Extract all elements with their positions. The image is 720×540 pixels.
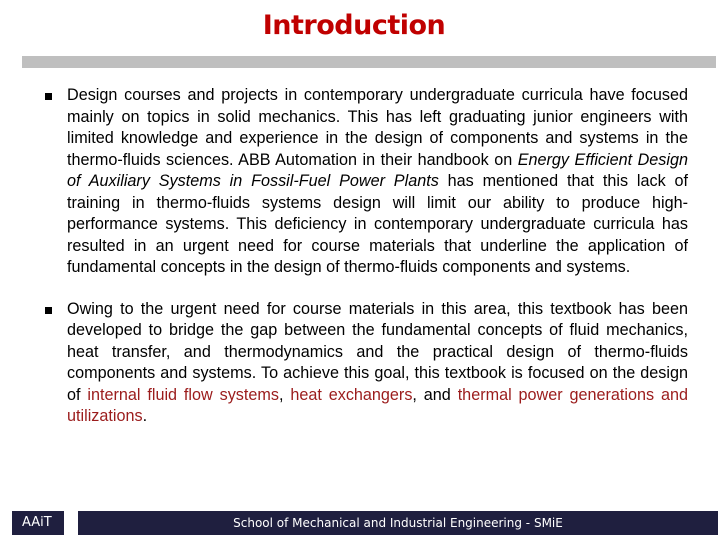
bullet-text: . bbox=[142, 407, 148, 425]
highlight-thermal-power: thermal power generations and utilizations bbox=[67, 385, 688, 425]
bullet-text: Design courses and projects in contemporary undergraduate curricula have focused mainly on topics in solid mechanics. This has left graduating junior engineers with limited knowledge and experience in the design of components and systems in the thermo-fluids sciences. ABB Automation in their handbook on bbox=[67, 86, 688, 169]
highlight-internal-flow: internal fluid flow systems bbox=[87, 385, 279, 404]
bullet-marker-icon bbox=[45, 93, 52, 100]
bullet-item bbox=[22, 85, 688, 279]
bullet-item bbox=[22, 299, 688, 428]
bullet-text: Owing to the urgent need for course materials in this area, this textbook has been developed to bridge the gap between the fundamental concepts of fluid mechanics, heat transfer, and thermodynamics and the practical design of thermo-fluids components and systems. To achieve this goal, this textbook is focused on the design of bbox=[67, 299, 688, 404]
footer-bar bbox=[12, 511, 718, 535]
bullet-marker-icon bbox=[45, 307, 52, 314]
handbook-title: Energy Efficient Design of Auxiliary Systems in Fossil-Fuel Power Plants bbox=[67, 150, 688, 190]
bullet-text: , and bbox=[412, 385, 458, 404]
slide-title: Introduction bbox=[262, 10, 446, 41]
footer-divider bbox=[64, 511, 78, 535]
footer-school: School of Mechanical and Industrial Engineering - SMiE bbox=[233, 516, 563, 530]
footer-institution: AAiT bbox=[22, 515, 52, 530]
highlight-heat-exchangers: heat exchangers bbox=[290, 385, 413, 404]
title-divider bbox=[22, 56, 716, 68]
bullet-text: , bbox=[278, 385, 291, 404]
bullet-text: has mentioned that this lack of training in thermo-fluids systems design will limit our ability to produce high-performance systems. This deficiency in contemporary undergraduate curricula has resulted in an urgent need for course materials that underline the application of fundamental concepts in the design of thermo-fluids components and systems. bbox=[67, 172, 688, 276]
slide-content bbox=[22, 85, 688, 428]
